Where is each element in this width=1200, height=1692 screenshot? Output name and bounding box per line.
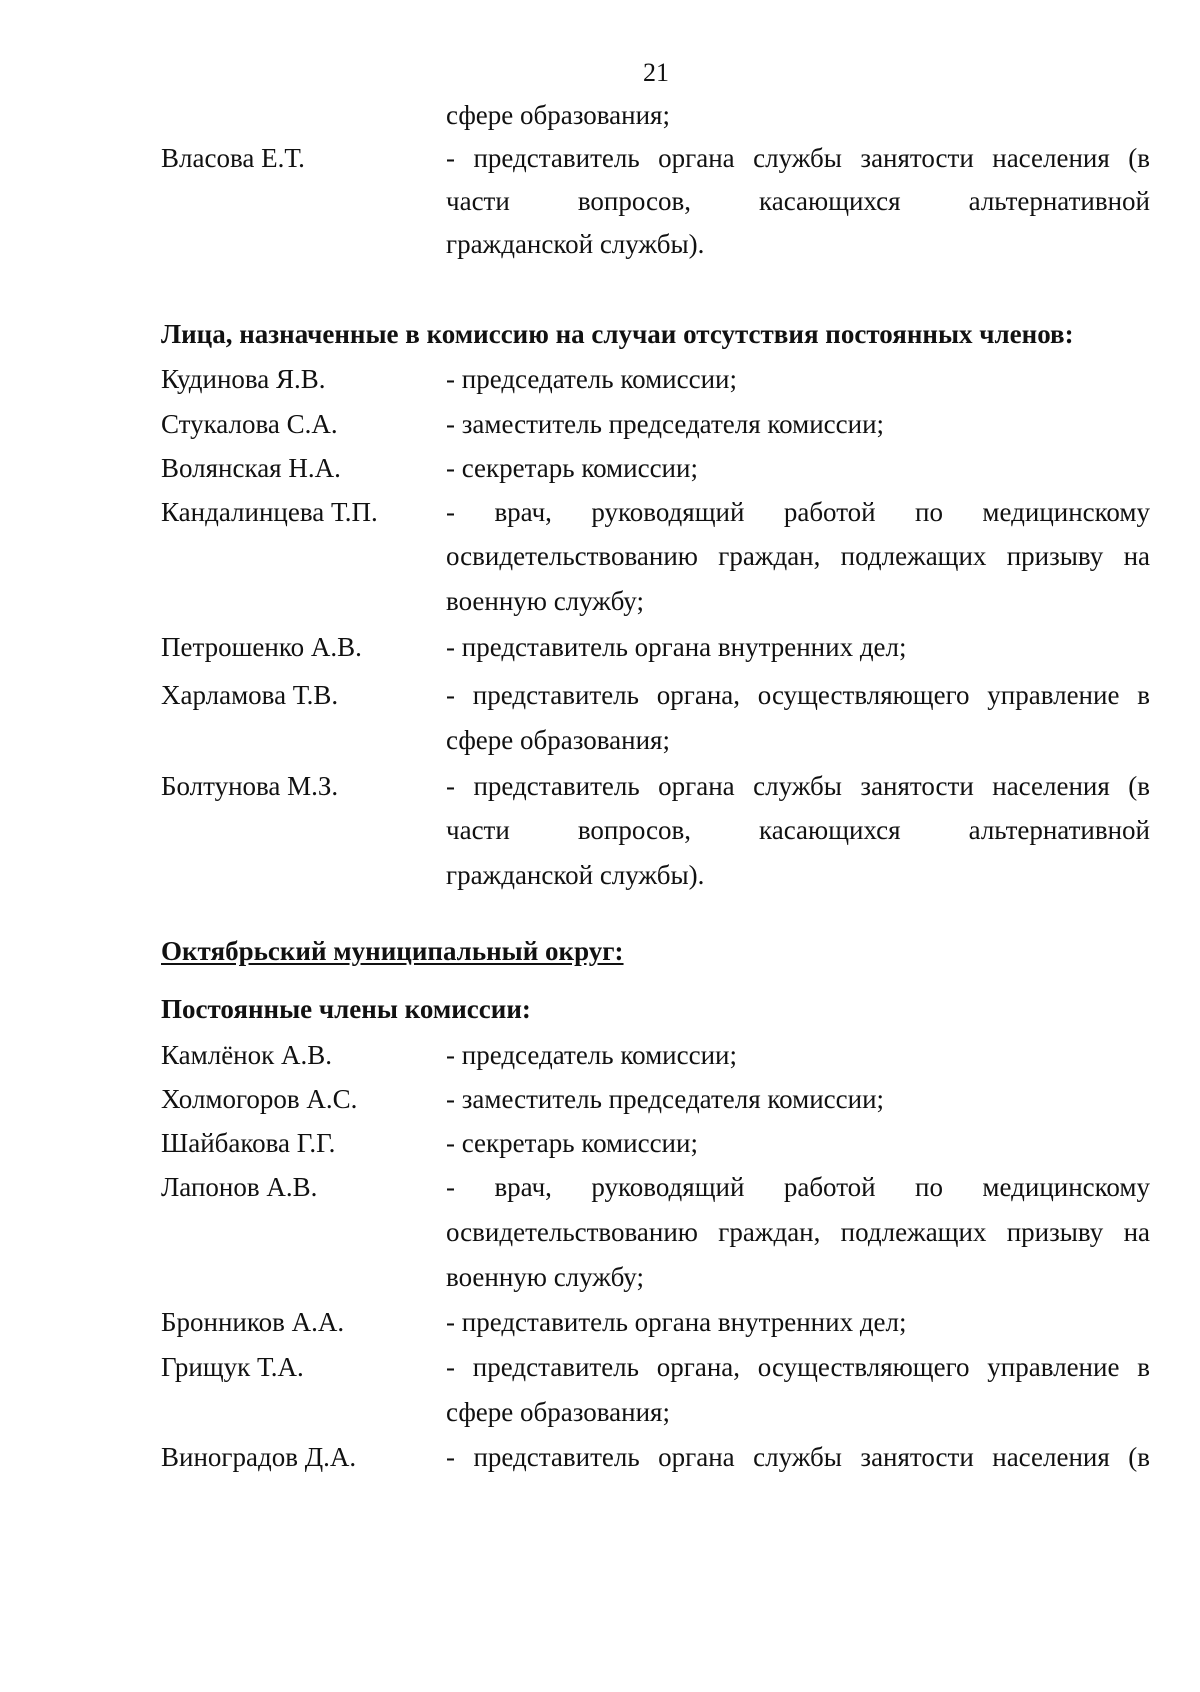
member-role-line: военную службу; — [446, 586, 644, 616]
member-role-line: сфере образования; — [446, 725, 670, 755]
member-role-line: - представитель органа внутренних дел; — [446, 1307, 907, 1337]
member-name: Шайбакова Г.Г. — [161, 1128, 336, 1158]
member-role-line: части вопросов, касающихся альтернативной — [446, 815, 1150, 845]
member-name: Камлёнок А.В. — [161, 1040, 333, 1070]
member-role-line: части вопросов, касающихся альтернативной — [446, 186, 1150, 216]
continuation-line: сфере образования; — [446, 100, 670, 130]
member-role-line: военную службу; — [446, 1262, 644, 1292]
member-name: Грищук Т.А. — [161, 1352, 304, 1382]
member-role-line: сфере образования; — [446, 1397, 670, 1427]
page-number: 21 — [643, 58, 669, 87]
member-role-line: - председатель комиссии; — [446, 364, 737, 394]
member-role-line: - представитель органа, осуществляющего управление в — [446, 680, 1150, 710]
member-name: Петрошенко А.В. — [161, 632, 362, 662]
member-role-line: - представитель органа службы занятости населения (в — [446, 771, 1150, 801]
member-role-line: - заместитель председателя комиссии; — [446, 409, 885, 439]
member-role-line: освидетельствованию граждан, подлежащих призыву на — [446, 1217, 1150, 1247]
member-name: Бронников А.А. — [161, 1307, 345, 1337]
member-role-line: - представитель органа внутренних дел; — [446, 632, 907, 662]
member-role-line: - председатель комиссии; — [446, 1040, 737, 1070]
member-name: Власова Е.Т. — [161, 143, 305, 173]
member-role-line: гражданской службы). — [446, 860, 705, 890]
member-role-line: - представитель органа, осуществляющего управление в — [446, 1352, 1150, 1382]
member-name: Волянская Н.А. — [161, 453, 341, 483]
member-name: Лапонов А.В. — [161, 1172, 318, 1202]
member-role-line: - врач, руководящий работой по медицинскому — [446, 497, 1150, 527]
member-role-line: - врач, руководящий работой по медицинскому — [446, 1172, 1150, 1202]
district-heading: Октябрьский муниципальный округ: — [161, 936, 624, 966]
member-role-line: освидетельствованию граждан, подлежащих призыву на — [446, 541, 1150, 571]
member-name: Болтунова М.З. — [161, 771, 339, 801]
member-name: Виноградов Д.А. — [161, 1442, 357, 1472]
member-name: Стукалова С.А. — [161, 409, 338, 439]
section-heading: Постоянные члены комиссии: — [161, 994, 531, 1024]
member-name: Кудинова Я.В. — [161, 364, 326, 394]
section-heading: Лица, назначенные в комиссию на случаи отсутствия постоянных членов: — [161, 319, 1074, 349]
member-name: Харламова Т.В. — [161, 680, 339, 710]
member-role-line: - представитель органа службы занятости населения (в — [446, 1442, 1150, 1472]
member-role-line: - представитель органа службы занятости населения (в — [446, 143, 1150, 173]
member-role-line: - секретарь комиссии; — [446, 453, 698, 483]
member-role-line: - секретарь комиссии; — [446, 1128, 698, 1158]
member-role-line: - заместитель председателя комиссии; — [446, 1084, 885, 1114]
member-name: Холмогоров А.С. — [161, 1084, 358, 1114]
member-role-line: гражданской службы). — [446, 229, 705, 259]
member-name: Кандалинцева Т.П. — [161, 497, 378, 527]
